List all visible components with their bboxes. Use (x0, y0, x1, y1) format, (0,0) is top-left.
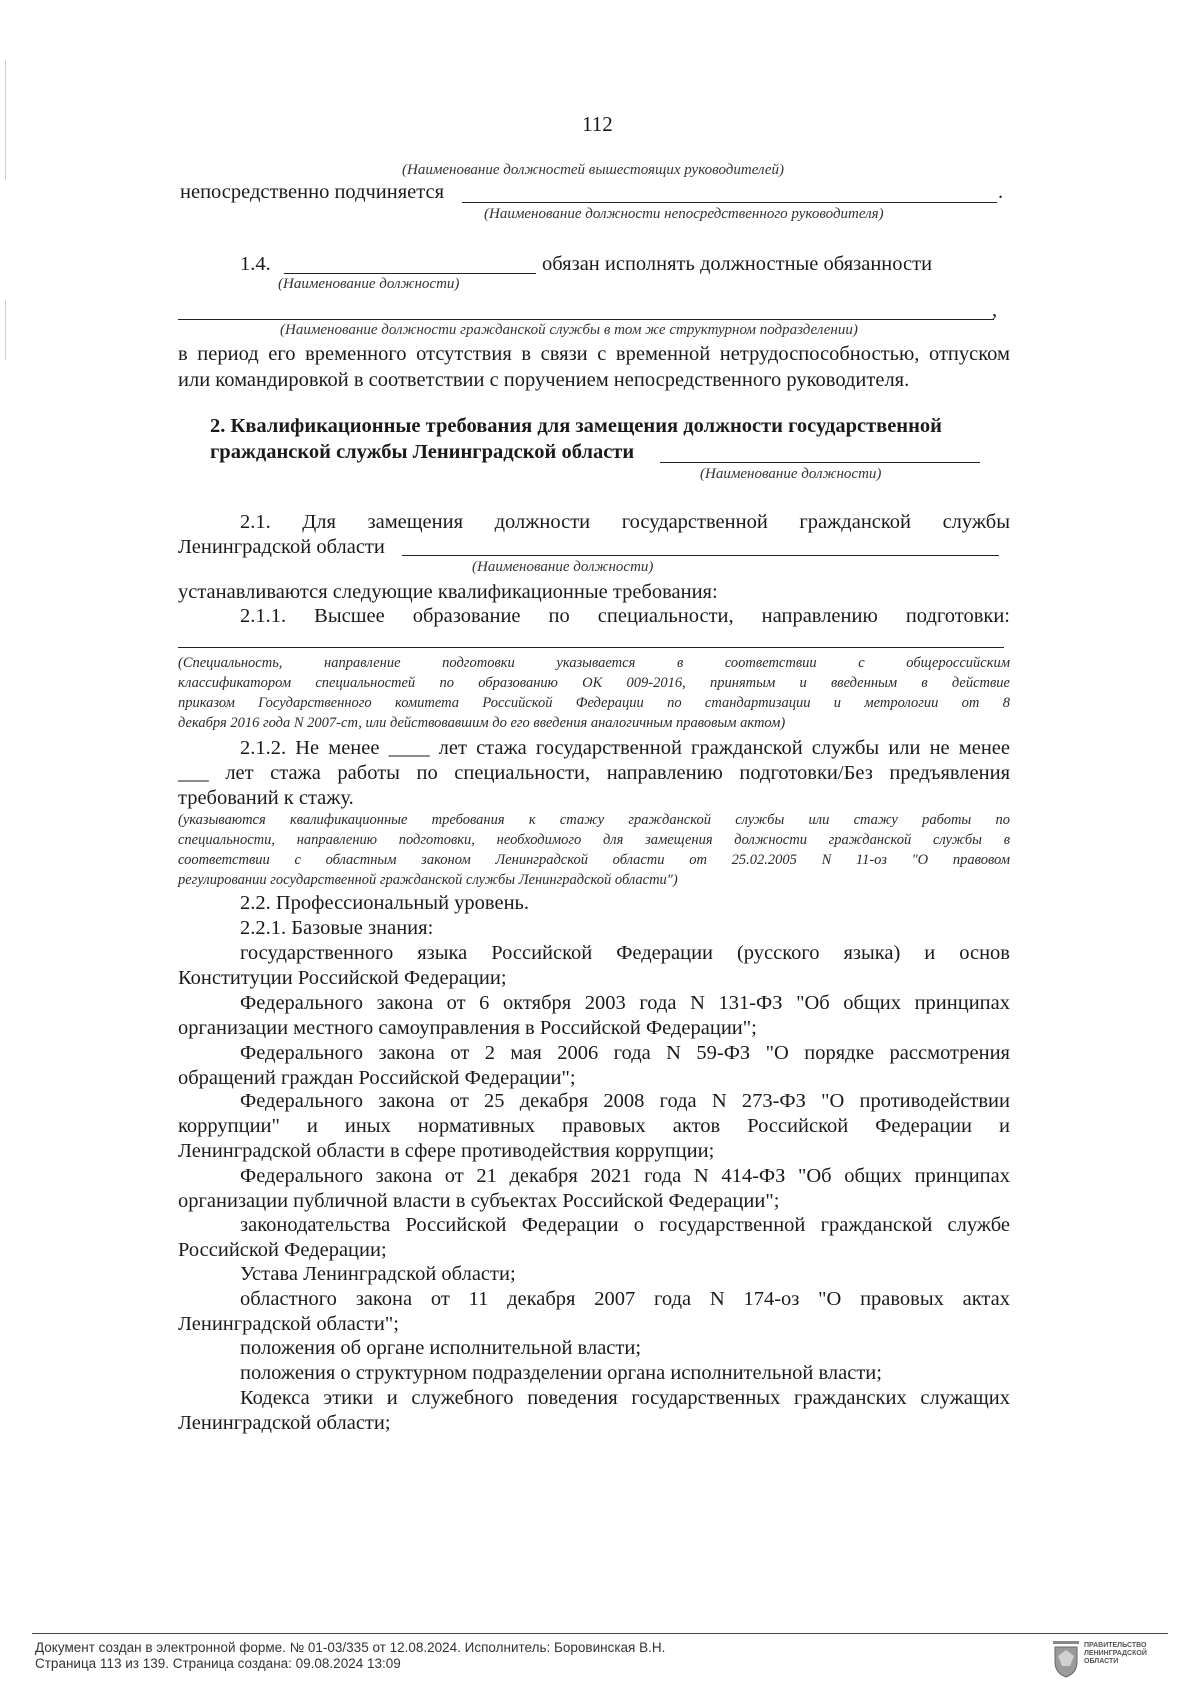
caption-same-unit: (Наименование должности гражданской службы в том же структурном подразделении) (280, 322, 858, 338)
section2-title-line2: гражданской службы Ленинградской области (210, 441, 635, 463)
government-logo (1052, 1640, 1170, 1682)
p2-1-2-line2: ___ лет стажа работы по специальности, направлению подготовки/Без предъявления (178, 762, 1010, 784)
caption-position-2: (Наименование должности) (700, 466, 882, 482)
comma-mark: , (992, 299, 998, 321)
knowledge-item-5-line1: Федерального закона от 21 декабря 2021 года N 414-ФЗ "Об общих принципах (240, 1165, 1010, 1187)
note-experience-line2: специальности, направлению подготовки, необходимого для замещения должности гражданской службы в (178, 832, 1010, 848)
knowledge-item-5-line2: организации публичной власти в субъектах Российской Федерации"; (178, 1190, 780, 1212)
p2-1-line3: устанавливаются следующие квалификационные требования: (178, 581, 718, 603)
absence-text-line2: или командировкой в соответствии с поручением непосредственного руководителя. (178, 369, 910, 391)
note-experience-line4: регулировании государственной гражданской службы Ленинградской области") (178, 872, 678, 888)
footer-document-info: Документ создан в электронной форме. № 01-03/335 от 12.08.2024. Исполнитель: Боровинская В.Н. (35, 1640, 666, 1655)
section2-title-line1: 2. Квалификационные требования для замещения должности государственной (210, 415, 942, 437)
period-mark: . (998, 181, 1004, 203)
knowledge-item-8-line2: Ленинградской области"; (178, 1313, 399, 1335)
logo-text: ПРАВИТЕЛЬСТВО ЛЕНИНГРАДСКОЙ ОБЛАСТИ (1084, 1642, 1147, 1665)
blank-position (284, 273, 536, 274)
knowledge-item-1-line1: государственного языка Российской Федерации (русского языка) и основ (240, 942, 1010, 964)
note-experience-line1: (указываются квалификационные требования к стажу гражданской службы или стажу работы по (178, 812, 1010, 828)
page-number: 112 (582, 112, 613, 136)
p2-1-line2: Ленинградской области (178, 536, 385, 558)
p2-1-line1: 2.1. Для замещения должности государственной гражданской службы (240, 511, 1010, 533)
caption-position: (Наименование должности) (278, 276, 460, 292)
knowledge-item-6-line1: законодательства Российской Федерации о государственной гражданской службе (240, 1214, 1010, 1236)
knowledge-item-8-line1: областного закона от 11 декабря 2007 года N 174-оз "О правовых актах (240, 1288, 1010, 1310)
knowledge-item-2-line1: Федерального закона от 6 октября 2003 года N 131-ФЗ "Об общих принципах (240, 992, 1010, 1014)
footer-page-info: Страница 113 из 139. Страница создана: 09.08.2024 13:09 (35, 1656, 401, 1671)
scan-margin-mark (5, 300, 6, 360)
knowledge-item-1-line2: Конституции Российской Федерации; (178, 967, 507, 989)
p2-2: 2.2. Профессиональный уровень. (240, 892, 530, 914)
footer-rule (32, 1633, 1168, 1634)
knowledge-item-11-line1: Кодекса этики и служебного поведения государственных гражданских служащих (240, 1387, 1010, 1409)
subordinate-label: непосредственно подчиняется (180, 181, 445, 203)
blank-section2-position (660, 462, 980, 463)
note-specialty-line3: приказом Государственного комитета Российской Федерации по стандартизации и метрологии от 8 (178, 695, 1010, 711)
note-specialty-line1: (Специальность, направление подготовки указывается в соответствии с общероссийским (178, 655, 1010, 671)
p2-1-1: 2.1.1. Высшее образование по специальности, направлению подготовки: (240, 605, 1010, 627)
item-1-4-text: обязан исполнять должностные обязанности (542, 253, 933, 275)
blank-direct-manager (462, 202, 997, 203)
blank-position-2 (402, 555, 999, 556)
p2-1-2-line1: 2.1.2. Не менее ____ лет стажа государственной гражданской службы или не менее (240, 737, 1010, 759)
note-experience-line3: соответствии с областным законом Ленинградской области от 25.02.2005 N 11-оз "О правовом (178, 852, 1010, 868)
knowledge-item-4-line2: коррупции" и иных нормативных правовых актов Российской Федерации и (178, 1115, 1010, 1137)
knowledge-item-4-line1: Федерального закона от 25 декабря 2008 года N 273-ФЗ "О противодействии (240, 1090, 1010, 1112)
caption-position-3: (Наименование должности) (472, 559, 654, 575)
knowledge-item-3-line2: обращений граждан Российской Федерации"; (178, 1067, 576, 1089)
knowledge-item-10: положения о структурном подразделении органа исполнительной власти; (240, 1362, 882, 1384)
p2-1-2-line3: требований к стажу. (178, 787, 354, 809)
knowledge-item-7: Устава Ленинградской области; (240, 1263, 516, 1285)
knowledge-item-11-line2: Ленинградской области; (178, 1412, 391, 1434)
p2-2-1: 2.2.1. Базовые знания: (240, 917, 434, 939)
item-1-4-number: 1.4. (240, 253, 271, 275)
scan-margin-mark (5, 60, 6, 180)
note-specialty-line2: классификатором специальностей по образованию ОК 009-2016, принятым и введенным в действие (178, 675, 1010, 691)
knowledge-item-9: положения об органе исполнительной власти; (240, 1337, 642, 1359)
blank-same-unit-position (178, 319, 994, 320)
coat-of-arms-icon (1052, 1640, 1080, 1678)
note-specialty-line4: декабря 2016 года N 2007-ст, или действовавшим до его введения аналогичным правовым актом) (178, 715, 786, 731)
knowledge-item-6-line2: Российской Федерации; (178, 1239, 387, 1261)
knowledge-item-3-line1: Федерального закона от 2 мая 2006 года N 59-ФЗ "О порядке рассмотрения (240, 1042, 1010, 1064)
caption-direct-manager: (Наименование должности непосредственного руководителя) (484, 206, 884, 222)
knowledge-item-4-line3: Ленинградской области в сфере противодействия коррупции; (178, 1140, 715, 1162)
caption-higher-managers: (Наименование должностей вышестоящих руководителей) (402, 162, 785, 178)
blank-specialty (178, 647, 1004, 648)
knowledge-item-2-line2: организации местного самоуправления в Российской Федерации"; (178, 1017, 757, 1039)
absence-text-line1: в период его временного отсутствия в связи с временной нетрудоспособностью, отпуском (178, 343, 1010, 365)
